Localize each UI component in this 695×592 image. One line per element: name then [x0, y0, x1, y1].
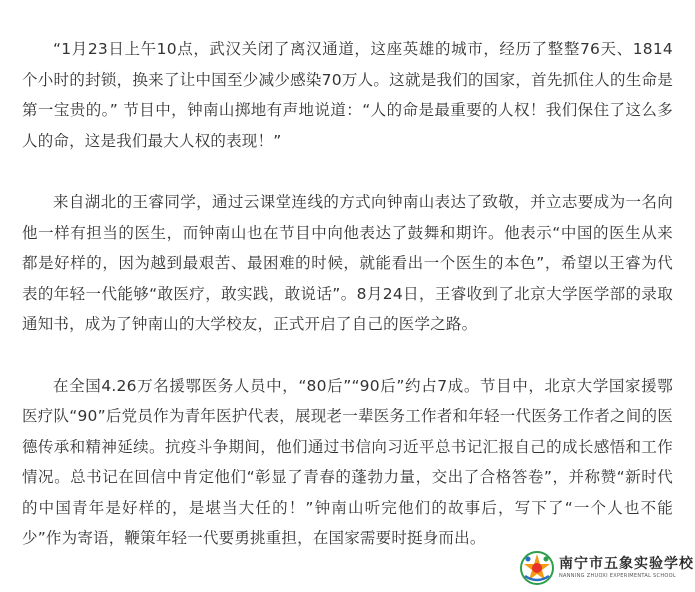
school-name-cn: 南宁市五象实验学校	[559, 556, 694, 572]
school-logo-icon	[519, 550, 555, 586]
article-body	[22, 34, 673, 554]
school-logo-text	[559, 556, 694, 580]
paragraph-3: 在全国4.26万名援鄂医务人员中，“80后”“90后”约占7成。节目中，北京大学国家援鄂医疗队“90”后党员作为青年医护代表，展现老一辈医务工作者和年轻一代医务工作者之间的医德传承和精神延续。抗疫斗争期间，他们通过书信向习近平总书记汇报自己的成长感悟和工作情况。总书记在回信中肯定他们“彰显了青春的蓬勃力量，交出了合格答卷”，并称赞“新时代的中国青年是好样的，是堪当大任的！”钟南山听完他们的故事后，写下了“一个人也不能少”作为寄语，鞭策年轻一代要勇挑重担，在国家需要时挺身而出。	[22, 376, 673, 547]
paragraph-1: “1月23日上午10点，武汉关闭了离汉通道，这座英雄的城市，经历了整整76天、1814个小时的封锁，换来了让中国至少减少感染70万人。这就是我们的国家，首先抓住人的生命是第一宝贵的。” 节目中，钟南山掷地有声地说道：“人的命是最重要的人权！我们保住了这么多人的命，这是我们最大人权的表现！”	[22, 40, 673, 150]
school-name-en: NANNING ZHUOXI EXPERIMENTAL SCHOOL	[559, 573, 676, 579]
paragraph-2: 来自湖北的王睿同学，通过云课堂连线的方式向钟南山表达了致敬，并立志要成为一名向他一样有担当的医生，而钟南山也在节目中向他表达了鼓舞和期许。他表示“中国的医生从来都是好样的，因为越到最艰苦、最困难的时候，就能看出一个医生的本色”，希望以王睿为代表的年轻一代能够“敢医疗，敢实践，敢说话”。8月24日，王睿收到了北京大学医学部的录取通知书，成为了钟南山的大学校友，正式开启了自己的医学之路。	[22, 193, 673, 333]
school-logo	[519, 549, 694, 587]
